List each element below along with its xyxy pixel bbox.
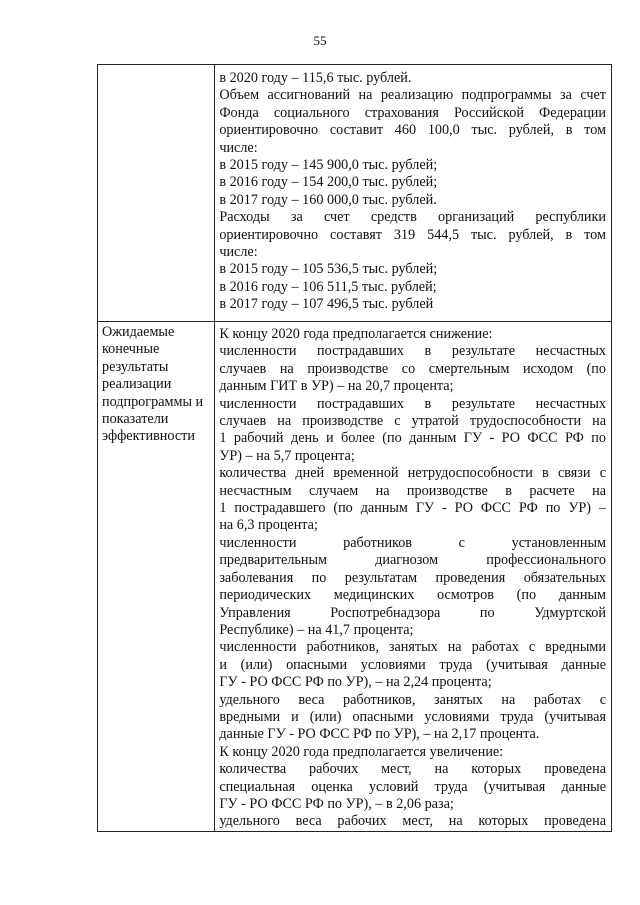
text-line: К концу 2020 года предполагается снижение: [219, 326, 493, 342]
text-line: 1 пострадавшего (по данным ГУ - РО ФСС РФ по УР) – [219, 500, 606, 517]
text-line: в 2016 году – 154 200,0 тыс. рублей; [219, 174, 438, 191]
text-line: Расходы за счет средств организаций республики [219, 209, 606, 226]
text-line: К концу 2020 года предполагается увеличение: [219, 743, 504, 760]
text-line: Объем ассигнований на реализацию подпрограммы за счет [219, 87, 606, 104]
text-line: числе: [219, 139, 258, 156]
text-line: вредными и (или) опасными условиями труда (учитывая [219, 708, 606, 725]
text-line: случаев на производстве с утратой трудоспособности на [219, 413, 606, 430]
text-line: численности работников, занятых на работах с вредными [219, 639, 606, 656]
row1-content-cell [215, 65, 612, 322]
row2-content-cell [215, 322, 612, 832]
text-line: УР) – на 5,7 процента; [219, 447, 355, 464]
text-line: в 2017 году – 160 000,0 тыс. рублей. [219, 191, 437, 208]
text-line: несчастным случаем на производстве в расчете на [219, 482, 606, 499]
text-line: численности пострадавших в результате несчастных [219, 343, 606, 360]
text-line: предварительным диагнозом профессионального [219, 552, 606, 569]
page-number: 55 [313, 33, 327, 48]
text-line: заболевания по результатам проведения обязательных [219, 569, 606, 586]
text-line: Фонда социального страхования Российской Федерации [219, 104, 606, 121]
label-line: Ожидаемые [102, 324, 175, 340]
row2-label-cell [98, 322, 215, 832]
text-line: данные ГУ - РО ФСС РФ по УР), – на 2,17 процента. [219, 726, 540, 743]
label-line: показатели [102, 411, 169, 428]
text-line: специальная оценка условий труда (учитывая данные [219, 778, 606, 795]
text-line: Республике) – на 41,7 процента; [219, 621, 414, 638]
label-line: эффективности [102, 428, 195, 445]
text-line: данным ГИТ в УР) – на 20,7 процента; [219, 378, 454, 395]
text-line: числе: [219, 244, 258, 261]
text-line: и (или) опасными условиями труда (учитывая данные [219, 656, 606, 673]
text-line: количества рабочих мест, на которых проведена [219, 761, 606, 778]
program-passport-table [97, 64, 612, 832]
label-line: подпрограммы и [102, 393, 204, 410]
text-line: случаев на производстве со смертельным исходом (по [219, 360, 606, 377]
text-line: ориентировочно составит 460 100,0 тыс. рублей, в том [219, 122, 606, 139]
text-line: количества дней временной нетрудоспособности в связи с [219, 465, 606, 482]
table-row [98, 322, 612, 832]
text-line: в 2015 году – 145 900,0 тыс. рублей; [219, 157, 438, 174]
text-line: удельного веса рабочих мест, на которых проведена [219, 813, 606, 830]
label-line: результаты [102, 358, 169, 375]
row1-label-cell [98, 65, 215, 322]
text-line: в 2016 году – 106 511,5 тыс. рублей; [219, 278, 437, 295]
text-line: в 2017 году – 107 496,5 тыс. рублей [219, 296, 434, 313]
text-line: ориентировочно составят 319 544,5 тыс. рублей, в том [219, 226, 606, 243]
text-line: Управления Роспотребнадзора по Удмуртской [219, 604, 606, 621]
text-line: в 2020 году – 115,6 тыс. рублей. [219, 70, 412, 86]
text-line: численности работников с установленным [219, 534, 606, 551]
text-line: 1 рабочий день и более (по данным ГУ - РО ФСС РФ по [219, 430, 606, 447]
text-line: периодических медицинских осмотров (по данным [219, 587, 606, 604]
label-line: реализации [102, 376, 172, 393]
label-line: конечные [102, 341, 160, 358]
text-line: в 2015 году – 105 536,5 тыс. рублей; [219, 261, 438, 278]
text-line: ГУ - РО ФСС РФ по УР), – в 2,06 раза; [219, 795, 454, 812]
text-line: удельного веса работников, занятых на работах с [219, 691, 606, 708]
text-line: на 6,3 процента; [219, 517, 318, 534]
table-row [98, 65, 612, 322]
text-line: численности пострадавших в результате несчастных [219, 395, 606, 412]
text-line: ГУ - РО ФСС РФ по УР), – на 2,24 процента; [219, 674, 492, 691]
